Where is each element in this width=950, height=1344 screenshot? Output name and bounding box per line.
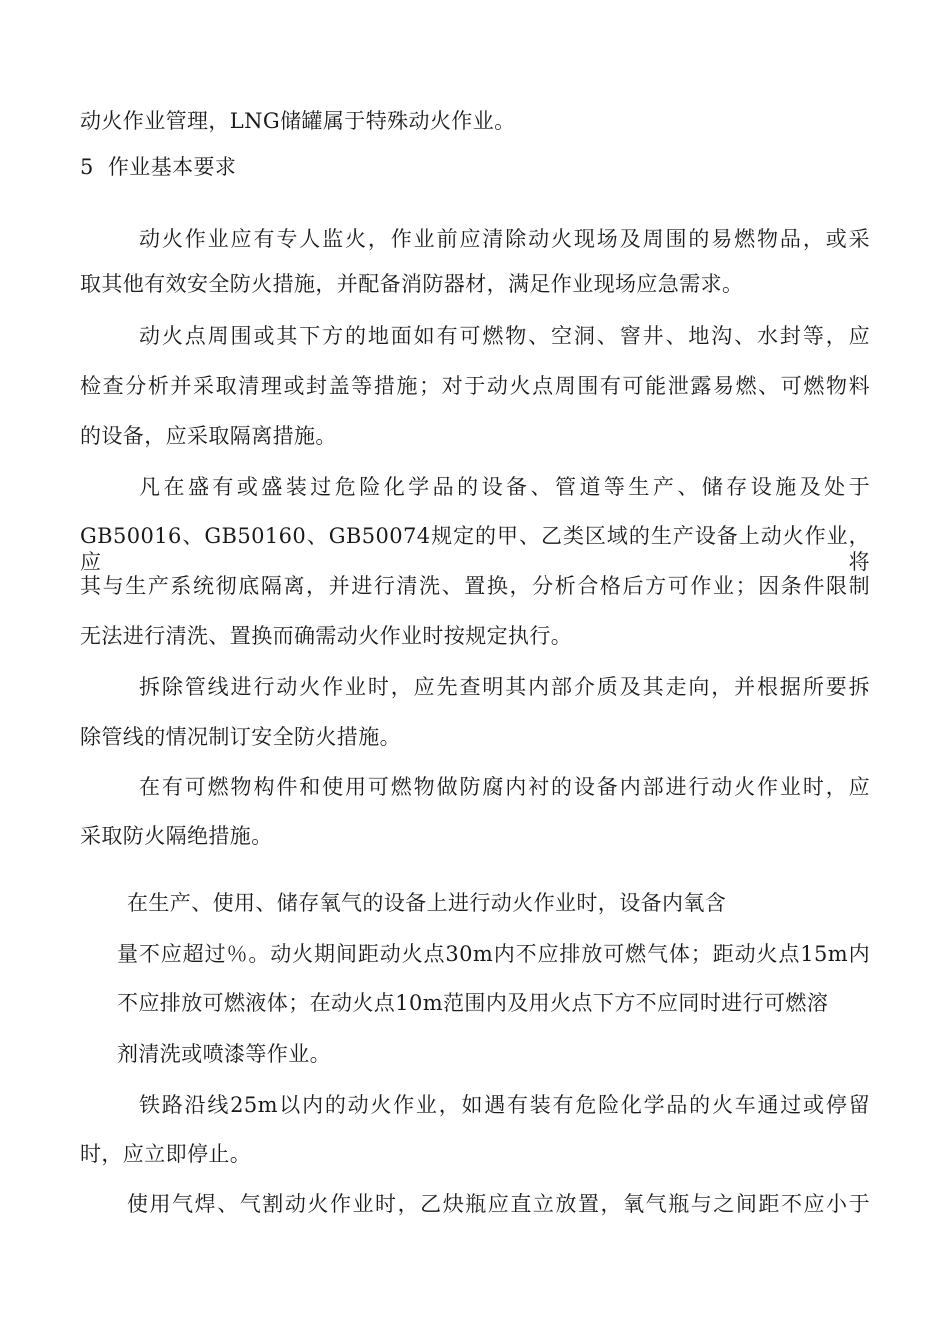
text-line: 采取防火隔绝措施。 bbox=[80, 824, 273, 848]
text-line: GB50016、GB50160、GB50074规定的甲、乙类区域的生产设备上动火作业，应将 bbox=[80, 524, 870, 574]
text-line: 在生产、使用、储存氧气的设备上进行动火作业时，设备内氧含 bbox=[127, 891, 727, 915]
text-line: 取其他有效安全防火措施，并配备消防器材，满足作业现场应急需求。 bbox=[80, 272, 744, 296]
text-line: 动火作业应有专人监火，作业前应清除动火现场及周围的易燃物品，或采 bbox=[139, 227, 870, 251]
text-line: 不应排放可燃液体；在动火点10m范围内及用火点下方不应同时进行可燃溶 bbox=[117, 991, 829, 1015]
text-line: 在有可燃物构件和使用可燃物做防腐内衬的设备内部进行动火作业时，应 bbox=[139, 775, 870, 799]
text-line: 铁路沿线25m以内的动火作业，如遇有装有危险化学品的火车通过或停留 bbox=[139, 1093, 870, 1117]
text-line: 量不应超过％。动火期间距动火点30m内不应排放可燃气体；距动火点15m内 bbox=[117, 942, 870, 966]
text-line: 动火点周围或其下方的地面如有可燃物、空洞、窨井、地沟、水封等，应 bbox=[139, 324, 870, 348]
text-line: 其与生产系统彻底隔离，并进行清洗、置换，分析合格后方可作业；因条件限制 bbox=[80, 574, 870, 598]
text-line: 除管线的情况制订安全防火措施。 bbox=[80, 725, 401, 749]
text-line: 动火作业管理，LNG储罐属于特殊动火作业。 bbox=[80, 109, 516, 133]
text-line: 的设备，应采取隔离措施。 bbox=[80, 424, 337, 448]
text-line: 使用气焊、气割动火作业时，乙炔瓶应直立放置，氧气瓶与之间距不应小于 bbox=[127, 1192, 870, 1216]
text-line: 时，应立即停止。 bbox=[80, 1142, 252, 1166]
text-line: 拆除管线进行动火作业时，应先查明其内部介质及其走向，并根据所要拆 bbox=[139, 675, 870, 699]
section-heading: 5 作业基本要求 bbox=[80, 155, 237, 179]
text-line: 剂清洗或喷漆等作业。 bbox=[117, 1042, 331, 1066]
text-line: 无法进行清洗、置换而确需动火作业时按规定执行。 bbox=[80, 624, 573, 648]
text-line: 凡在盛有或盛装过危险化学品的设备、管道等生产、储存设施及处于 bbox=[139, 475, 870, 499]
text-line: 检查分析并采取清理或封盖等措施；对于动火点周围有可能泄露易燃、可燃物料 bbox=[80, 374, 870, 398]
